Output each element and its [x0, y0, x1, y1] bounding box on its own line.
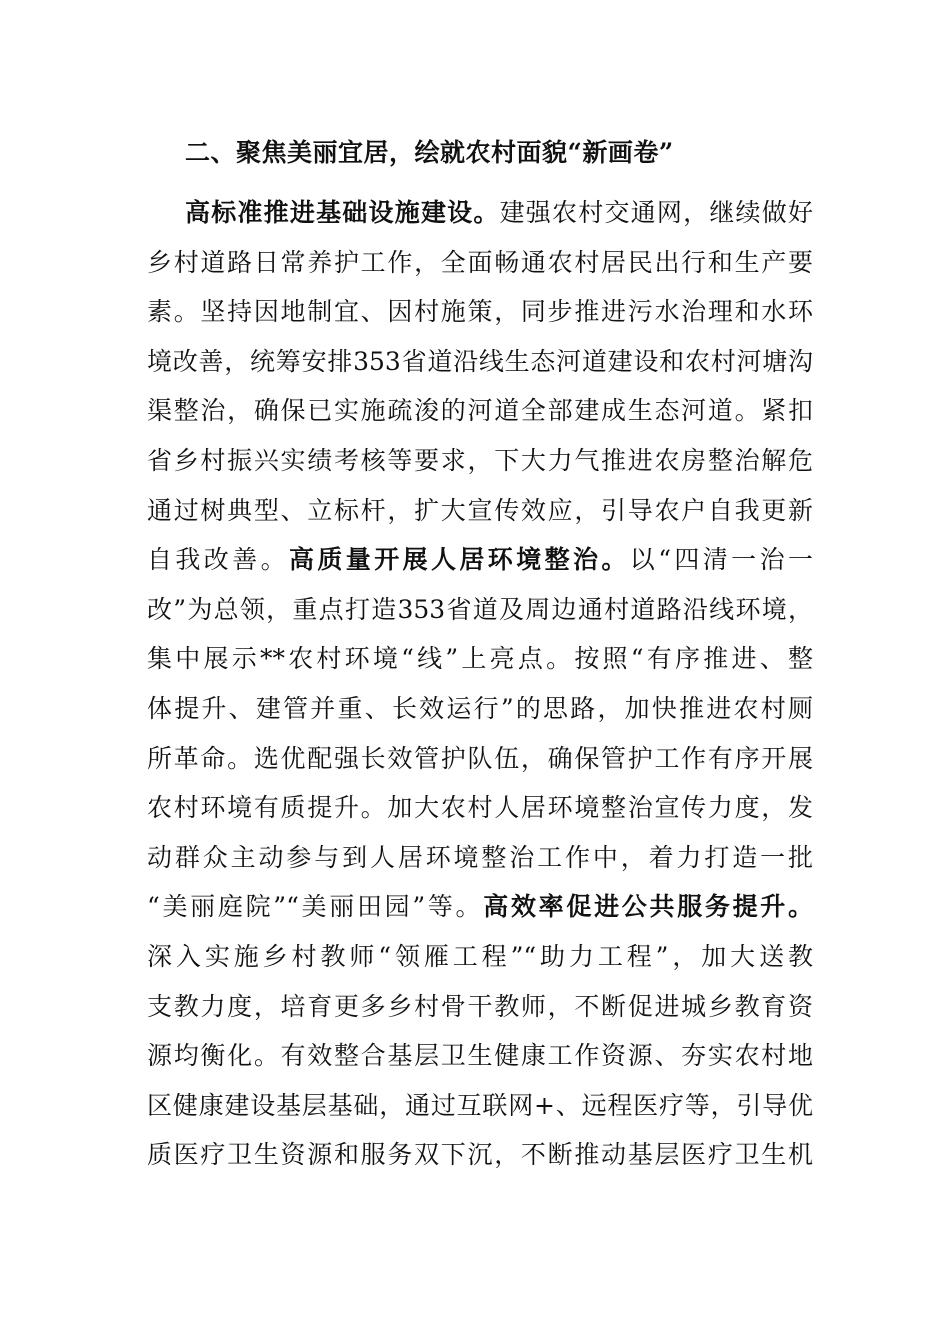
text-run: 省乡村振兴实绩考核等要求，下大力气推进农房整治解危: [147, 445, 813, 475]
text-run: 境改善，统筹安排353省道沿线生态河道建设和农村河塘沟: [147, 346, 813, 376]
text-run: 建强农村交通网，继续做好: [499, 198, 813, 227]
text-line: [147, 734, 813, 784]
text-line: [147, 634, 813, 684]
text-run: 区健康建设基层基础，通过互联网+、远程医疗等，引导优: [147, 1090, 813, 1120]
bold-lead-phrase: 高标准推进基础设施建设。: [185, 198, 500, 227]
text-line: [147, 982, 813, 1032]
text-line: [147, 684, 813, 734]
text-run: 动群众主动参与到人居环境整治工作中，着力打造一批: [147, 842, 813, 872]
text-run: 自我改善。: [147, 545, 289, 575]
text-run: 深入实施乡村教师“领雁工程”“助力工程”，加大送教: [147, 941, 813, 971]
text-run: 农村环境有质提升。加大农村人居环境整治宣传力度，发: [147, 793, 813, 823]
text-line: [147, 436, 813, 486]
text-run: 所革命。选优配强长效管护队伍，确保管护工作有序开展: [147, 743, 813, 773]
text-line: [147, 238, 813, 288]
text-line: [147, 188, 813, 238]
text-run: 支教力度，培育更多乡村骨干教师，不断促进城乡教育资: [147, 991, 813, 1021]
text-line: [147, 535, 813, 585]
body-paragraph: [147, 188, 813, 1180]
text-line: [147, 386, 813, 436]
text-run: 集中展示**农村环境“线”上亮点。按照“有序推进、整: [147, 644, 813, 674]
text-run: 改”为总领，重点打造353省道及周边通村道路沿线环境，: [147, 594, 813, 624]
text-run: “美丽庭院”“美丽田园”等。: [147, 892, 484, 922]
text-line: [147, 1130, 813, 1180]
text-line: [147, 1031, 813, 1081]
text-run: 以“四清一治一: [629, 545, 813, 575]
text-run: 渠整治，确保已实施疏浚的河道全部建成生态河道。紧扣: [147, 396, 813, 426]
bold-lead-phrase: 高质量开展人居环境整治。: [289, 545, 630, 575]
text-line: [147, 287, 813, 337]
text-line: [147, 486, 813, 536]
text-line: [147, 833, 813, 883]
bold-lead-phrase: 高效率促进公共服务提升。: [483, 892, 813, 922]
text-line: [147, 585, 813, 635]
text-run: 通过树典型、立标杆，扩大宣传效应，引导农户自我更新: [147, 495, 813, 525]
text-run: 乡村道路日常养护工作，全面畅通农村居民出行和生产要: [147, 247, 813, 277]
text-line: [147, 337, 813, 387]
text-line: [147, 783, 813, 833]
text-line: [147, 1081, 813, 1131]
text-run: 素。坚持因地制宜、因村施策，同步推进污水治理和水环: [147, 297, 813, 327]
text-run: 体提升、建管并重、长效运行”的思路，加快推进农村厕: [147, 693, 813, 723]
text-run: 源均衡化。有效整合基层卫生健康工作资源、夯实农村地: [147, 1041, 813, 1071]
text-run: 质医疗卫生资源和服务双下沉，不断推动基层医疗卫生机: [147, 1140, 813, 1170]
section-heading: 二、聚焦美丽宜居，绘就农村面貌“新画卷”: [185, 138, 674, 167]
text-line: [147, 882, 813, 932]
text-line: [147, 932, 813, 982]
